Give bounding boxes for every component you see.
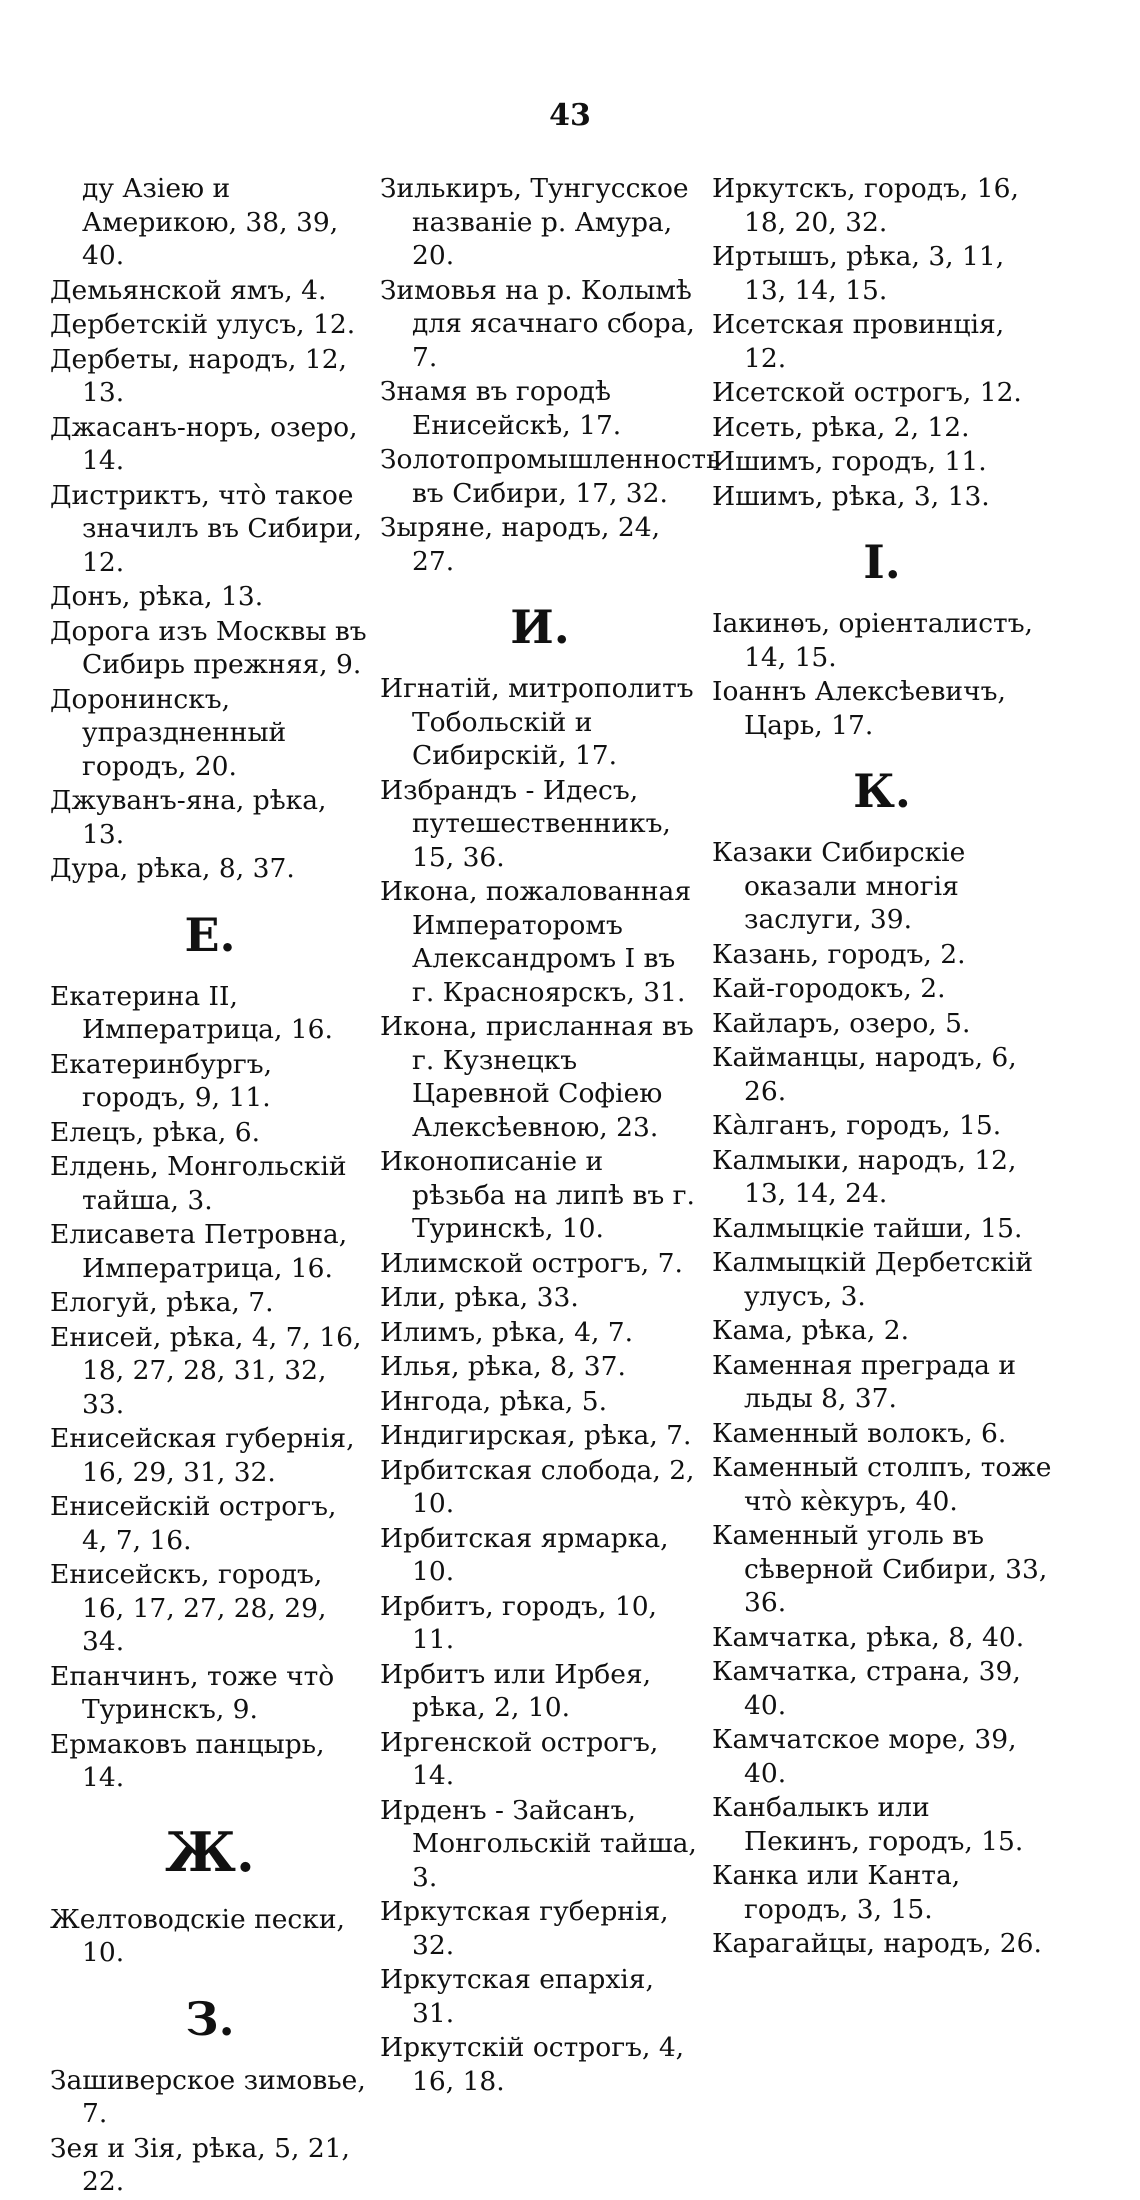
index-entry: Иркутская епархія, 31. xyxy=(380,1964,654,2029)
index-entry: Каменный волокъ, 6. xyxy=(712,1417,1007,1449)
index-entry: Иртышъ, рѣка, 3, 11, 13, 14, 15. xyxy=(712,241,1005,306)
index-entry: Зашиверское зимовье, 7. xyxy=(50,2064,366,2129)
index-entry: Игнатій, митрополитъ Тобольскій и Сибирскій, 17. xyxy=(380,673,694,771)
index-column-1 xyxy=(50,172,370,2200)
index-entry: Илимъ, рѣка, 4, 7. xyxy=(380,1316,634,1348)
index-entry: Канка или Канта, городъ, 3, 15. xyxy=(712,1860,961,1925)
section-letter: З. xyxy=(185,1991,235,2046)
index-entry: Иркутскъ, городъ, 16, 18, 20, 32. xyxy=(712,173,1019,238)
section-letter: Ж. xyxy=(165,1819,255,1884)
index-entry: Екатеринбургъ, городъ, 9, 11. xyxy=(50,1048,273,1113)
index-entry: Исетская провинція, 12. xyxy=(712,309,1005,374)
index-entry: Ишимъ, городъ, 11. xyxy=(712,446,987,477)
index-entry: Ирденъ - Зайсанъ, Монгольскій тайша, 3. xyxy=(380,1794,697,1893)
index-entry: ду Азіею и Америкою, 38, 39, 40. xyxy=(82,173,339,271)
index-entry: Дура, рѣка, 8, 37. xyxy=(50,853,295,884)
index-entry: Ка̀лганъ, городъ, 15. xyxy=(712,1110,1002,1141)
index-entry: Елогуй, рѣка, 7. xyxy=(50,1287,274,1318)
index-entry: Ирбитская ярмарка, 10. xyxy=(380,1522,669,1587)
index-entry: Іакинѳъ, оріенталистъ, 14, 15. xyxy=(712,608,1033,673)
index-entry: Джасанъ-норъ, озеро, 14. xyxy=(50,411,358,476)
index-entry: Казаки Сибирскіе оказали многія заслуги, 39. xyxy=(712,837,966,935)
index-entry: Кайманцы, народъ, 6, 26. xyxy=(712,1042,1017,1107)
index-column-2 xyxy=(380,172,721,2099)
section-letter: К. xyxy=(853,764,911,818)
index-entry: Іоаннъ Алексѣевичъ, Царь, 17. xyxy=(712,676,1006,741)
index-entry: Исеть, рѣка, 2, 12. xyxy=(712,411,970,443)
index-entry: Дорога изъ Москвы въ Сибирь прежняя, 9. xyxy=(50,615,367,680)
page-number: 43 xyxy=(549,98,591,133)
index-entry: Джуванъ-яна, рѣка, 13. xyxy=(50,785,327,850)
index-entry: Исетской острогъ, 12. xyxy=(712,377,1022,408)
index-entry: Ишимъ, рѣка, 3, 13. xyxy=(712,480,990,512)
index-entry: Зыряне, народъ, 24, 27. xyxy=(380,512,661,577)
index-entry: Калмыки, народъ, 12, 13, 14, 24. xyxy=(712,1144,1017,1209)
index-entry: Желтоводскіе пески, 10. xyxy=(50,1903,345,1968)
index-entry: Индигирская, рѣка, 7. xyxy=(380,1420,692,1451)
index-entry: Дербеты, народъ, 12, 13. xyxy=(50,343,347,408)
index-entry: Камчатка, рѣка, 8, 40. xyxy=(712,1621,1025,1653)
index-entry: Донъ, рѣка, 13. xyxy=(50,581,264,612)
index-entry: Икона, присланная въ г. Кузнецкъ Царевной Софіею Алексѣевною, 23. xyxy=(380,1011,694,1143)
index-entry: Демьянской ямъ, 4. xyxy=(50,274,327,306)
section-letter: Е. xyxy=(184,907,236,962)
index-entry: Камчатское море, 39, 40. xyxy=(712,1724,1017,1789)
index-entry: Зимовья на р. Колымѣ для ясачнаго сбора, 7. xyxy=(380,274,695,373)
index-entry: Кайларъ, озеро, 5. xyxy=(712,1007,971,1039)
index-entry: Енисейскъ, городъ, 16, 17, 27, 28, 29, 34. xyxy=(50,1559,327,1657)
index-entry: Или, рѣка, 33. xyxy=(380,1282,579,1313)
index-entry: Карагайцы, народъ, 26. xyxy=(712,1928,1042,1959)
index-entry: Елецъ, рѣка, 6. xyxy=(50,1116,261,1148)
index-entry: Канбалыкъ или Пекинъ, городъ, 15. xyxy=(712,1792,1024,1857)
index-entry: Дистриктъ, что̀ такое значилъ въ Сибири, 12. xyxy=(50,479,363,578)
index-entry: Елисавета Петровна, Императрица, 16. xyxy=(50,1219,348,1284)
index-entry: Калмыцкіе тайши, 15. xyxy=(712,1212,1023,1244)
index-column-3 xyxy=(712,172,1052,1962)
index-entry: Ингода, рѣка, 5. xyxy=(380,1385,608,1417)
index-entry: Каменный уголь въ сѣверной Сибири, 33, 36. xyxy=(712,1520,1048,1618)
index-entry: Илимской острогъ, 7. xyxy=(380,1247,683,1279)
section-letter: И. xyxy=(510,600,570,654)
index-entry: Кама, рѣка, 2. xyxy=(712,1315,910,1346)
index-entry: Иркутскій острогъ, 4, 16, 18. xyxy=(380,2032,685,2097)
index-entry: Доронинскъ, упраздненный городъ, 20. xyxy=(50,683,287,782)
index-entry: Каменный столпъ, тоже что̀ кѐкуръ, 40. xyxy=(712,1452,1052,1517)
index-entry: Калмыцкій Дербетскій улусъ, 3. xyxy=(712,1247,1034,1312)
index-entry: Ирбитъ или Ирбея, рѣка, 2, 10. xyxy=(380,1658,652,1723)
index-entry: Дербетскій улусъ, 12. xyxy=(50,309,356,340)
index-entry: Избрандъ - Идесъ, путешественникъ, 15, 36. xyxy=(380,774,671,873)
index-entry: Ермаковъ панцырь, 14. xyxy=(50,1728,325,1793)
index-entry: Ирбитская слобода, 2, 10. xyxy=(380,1454,695,1519)
index-entry: Иргенской острогъ, 14. xyxy=(380,1726,659,1791)
index-entry: Икона, пожалованная Императоромъ Александромъ I въ г. Красноярскъ, 31. xyxy=(380,876,692,1008)
index-entry: Золотопромышленность въ Сибири, 17, 32. xyxy=(380,444,721,509)
index-entry: Камчатка, страна, 39, 40. xyxy=(712,1656,1021,1721)
index-entry: Екатерина II, Императрица, 16. xyxy=(50,980,333,1045)
index-entry: Иркутская губернія, 32. xyxy=(380,1896,669,1961)
index-entry: Енисей, рѣка, 4, 7, 16, 18, 27, 28, 31, 32, 33. xyxy=(50,1321,362,1420)
index-entry: Каменная преграда и льды 8, 37. xyxy=(712,1349,1017,1414)
section-letter: І. xyxy=(863,535,901,589)
index-entry: Илья, рѣка, 8, 37. xyxy=(380,1351,626,1382)
index-entry: Знамя въ городѣ Енисейскѣ, 17. xyxy=(380,376,622,441)
index-entry: Иконописаніе и рѣзьба на липѣ въ г. Туринскѣ, 10. xyxy=(380,1146,695,1244)
index-entry: Ирбитъ, городъ, 10, 11. xyxy=(380,1590,657,1655)
index-entry: Елдень, Монгольскій тайша, 3. xyxy=(50,1151,347,1216)
index-entry: Зея и Зія, рѣка, 5, 21, 22. xyxy=(50,2132,350,2197)
index-entry: Енисейскій острогъ, 4, 7, 16. xyxy=(50,1491,337,1556)
index-entry: Казань, городъ, 2. xyxy=(712,938,966,970)
index-entry: Епанчинъ, тоже что̀ Туринскъ, 9. xyxy=(50,1660,335,1725)
index-entry: Кай-городокъ, 2. xyxy=(712,973,946,1004)
index-entry: Зилькиръ, Тунгусское названіе р. Амура, 20. xyxy=(380,173,689,271)
index-entry: Енисейская губернія, 16, 29, 31, 32. xyxy=(50,1423,355,1488)
